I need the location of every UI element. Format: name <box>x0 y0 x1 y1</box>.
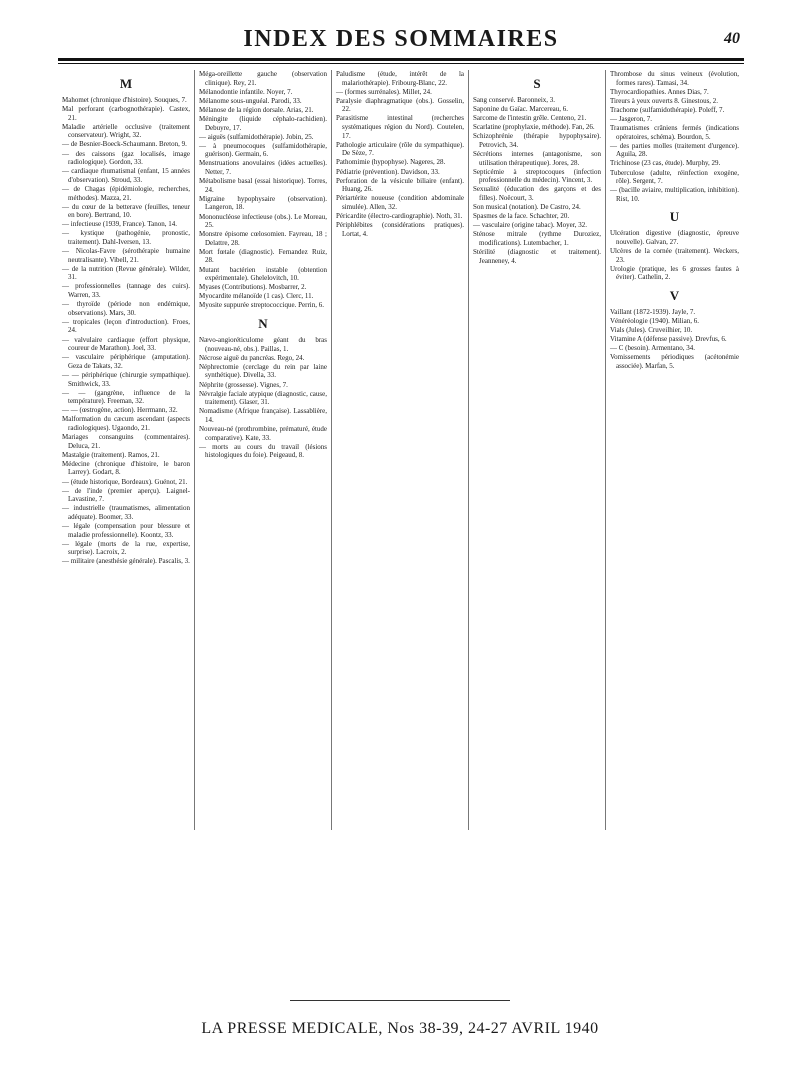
header-rule <box>58 58 744 61</box>
index-column <box>58 70 195 830</box>
index-entry: — du cœur de la betterave (feuilles, teneur en bore). Bertrand, 10. <box>62 202 190 220</box>
index-entry: — (bacille aviaire, multiplication, inhibition). Rist, 10. <box>610 186 739 203</box>
section-letter: N <box>258 316 268 332</box>
index-entry: — de la nutrition (Revue générale). Wilder, 31. <box>62 264 190 282</box>
index-entry: Sécrétions internes (antagonisme, son utilisation thérapeutique). Jores, 28. <box>473 150 601 167</box>
index-entry: Pathomimie (hypophyse). Nageres, 28. <box>336 158 446 167</box>
index-entry: Myosite suppurée streptococcique. Perrin, 6. <box>199 301 324 310</box>
index-entry: Vitamine A (défense passive). Drevfus, 6. <box>610 335 727 344</box>
index-column <box>469 70 606 830</box>
page-number: 40 <box>724 30 740 47</box>
index-entry: Ulcères de la cornée (traitement). Weckers, 23. <box>610 247 739 264</box>
index-entry: — valvulaire cardiaque (effort physique, coureur de Marathon). Joel, 33. <box>62 335 190 353</box>
index-entry: Spasmes de la face. Schachter, 20. <box>473 212 570 221</box>
index-entry: — militaire (anesthésie générale). Pascalis, 3. <box>62 557 190 566</box>
index-entry: — (formes surrénales). Millet, 24. <box>336 87 432 96</box>
index-entry: Paludisme (étude, intérêt de la malariothérapie). Fribourg-Blanc, 22. <box>336 70 464 87</box>
index-entry: Vials (Jules). Cruveilhier, 10. <box>610 326 693 335</box>
section-letter: U <box>669 209 680 225</box>
page-title: INDEX DES SOMMAIRES <box>243 26 559 52</box>
index-entry: Mal perforant (carbognothérapie). Castex, 21. <box>62 105 190 122</box>
index-entry: Mélanose de la région dorsale. Arias, 21. <box>199 105 314 114</box>
index-entry: Sténose mitrale (rythme Duroziez, modifications). Lutembacher, 1. <box>473 230 601 247</box>
index-entry: — de Besnier-Boeck-Schaumann. Breton, 9. <box>62 140 187 149</box>
index-entry: — kystique (pathogénie, pronostic, traitement). Dahl-Iversen, 13. <box>62 229 190 246</box>
index-entry: Trachome (sulfamidothérapie). Poleff, 7. <box>610 105 725 114</box>
index-entry: Tireurs à yeux ouverts 8. Ginestous, 2. <box>610 96 719 105</box>
index-entry: Septicémie à streptocoques (infection professionnelle du médecin). Vincent, 3. <box>473 167 601 185</box>
index-entry: Métabolisme basal (essai historique). Torres, 24. <box>199 177 327 194</box>
index-entry: — Nicolas-Favre (sérothérapie humaine neutralisante). Vibell, 21. <box>62 247 190 264</box>
index-entry: Myases (Contributions). Mosbarrer, 2. <box>199 283 307 292</box>
index-entry: Myocardite mélanoïde (1 cas). Clerc, 11. <box>199 292 314 301</box>
index-entry: — tropicales (leçon d'introduction). Froes, 24. <box>62 317 190 335</box>
index-entry: Scarlatine (prophylaxie, méthode). Fan, 26. <box>473 123 595 132</box>
index-entry: Méningite (liquide céphalo-rachidien). Debuyre, 17. <box>199 114 327 132</box>
index-entry: — cardiaque rhumatismal (enfant, 15 années d'observation). Stroud, 33. <box>62 167 190 184</box>
index-entry: — vasculaire (origine tabac). Moyer, 32. <box>473 221 588 230</box>
index-entry: Paralysie diaphragmatique (obs.). Gosselin, 22. <box>336 96 464 114</box>
index-entry: Vomissements périodiques (acétonémie associée). Marfan, 5. <box>610 353 739 371</box>
index-entry: — de l'inde (premier aperçu). Laignel-Lavastine, 7. <box>62 486 190 504</box>
index-entry: — à pneumocoques (sulfamidothérapie, guérison). Germain, 6. <box>199 141 327 159</box>
index-entry: Vaillant (1872-1939). Jayle, 7. <box>610 307 696 316</box>
index-entry: Migraine hypophysaire (observation). Langeron, 18. <box>199 194 327 212</box>
index-entry: — — (œstrogène, action). Herrmann, 32. <box>62 406 178 415</box>
index-columns <box>58 70 744 830</box>
index-entry: — des caissons (gaz localisés, image radiologique). Gordon, 33. <box>62 149 190 167</box>
footer-rule <box>290 1000 510 1001</box>
index-entry: — — (gangrène, influence de la température). Freeman, 32. <box>62 388 190 406</box>
index-entry: Nomadisme (Afrique française). Lassablière, 14. <box>199 407 327 424</box>
index-entry: Malformation du cæcum ascendant (aspects radiologiques). Ugaondo, 21. <box>62 415 190 432</box>
index-entry: Thrombose du sinus veineux (évolution, formes rares). Tamasi, 34. <box>610 70 739 87</box>
index-entry: Saponine du Gaïac. Marcereau, 6. <box>473 105 569 114</box>
index-entry: Pédiatrie (prévention). Davidson, 33. <box>336 167 440 176</box>
index-entry: Pathologie articulaire (rôle du sympathique). De Sèze, 7. <box>336 140 464 158</box>
index-column <box>332 70 469 830</box>
index-entry: — aiguës (sulfamidothérapie). Jobin, 25. <box>199 132 314 141</box>
index-entry: Néphrite (grossesse). Vignes, 7. <box>199 380 288 389</box>
index-entry: — C (besoin). Armentano, 34. <box>610 344 695 353</box>
index-entry: Périartérite noueuse (condition abdominale simulée). Allen, 32. <box>336 194 464 211</box>
section-letter: M <box>119 76 133 91</box>
index-entry: Maladie artérielle occlusive (traitement conservateur). Wright, 32. <box>62 122 190 140</box>
index-entry: — (étude historique, Bordeaux). Guénot, 21. <box>62 477 188 486</box>
index-entry: Son musical (notation). De Castro, 24. <box>473 203 581 212</box>
index-entry: Méga-oreillette gauche (observation clinique). Rey, 21. <box>199 70 327 87</box>
index-entry: — des parties molles (traitement d'urgence). Aguila, 28. <box>610 141 739 159</box>
index-entry: Névralgie faciale atypique (diagnostic, cause, traitement). Glaser, 31. <box>199 389 327 407</box>
index-entry: Périphlébites (considérations pratiques). Lortat, 4. <box>336 221 464 238</box>
index-entry: Nævo-angioréticulome géant du bras (nouveau-né, obs.). Paillas, 1. <box>199 336 327 353</box>
index-entry: Thyrocardiopathies. Annes Dias, 7. <box>610 87 709 96</box>
index-entry: Mort fœtale (diagnostic). Fernandez Ruiz, 28. <box>199 247 327 265</box>
index-entry: — légale (compensation pour blessure et maladie professionnelle). Koontz, 33. <box>62 522 190 539</box>
index-entry: Sexualité (éducation des garçons et des filles). Noëcourt, 3. <box>473 185 601 203</box>
index-entry: Mélanome sous-unguéal. Parodi, 33. <box>199 96 302 105</box>
index-entry: Menstruations anovulaires (idées actuelles). Netter, 7. <box>199 159 327 177</box>
index-entry: Mastalgie (traitement). Ramos, 21. <box>62 450 160 459</box>
index-entry: — infectieuse (1939, France). Tanon, 14. <box>62 220 178 229</box>
index-entry: — professionnelles (tannage des cuirs). Warren, 33. <box>62 282 190 300</box>
index-entry: Parasitisme intestinal (recherches systématiques région du Nord). Coutelen, 17. <box>336 114 464 140</box>
index-entry: Monstre épisome cœlosomien. Fayreau, 18 ; Delattre, 28. <box>199 230 327 247</box>
index-entry: Perforation de la vésicule biliaire (enfant). Huang, 26. <box>336 176 464 194</box>
section-letter: V <box>669 287 680 303</box>
index-entry: Mahomet (chronique d'histoire). Souques, 7. <box>62 96 187 104</box>
index-entry: Médecine (chronique d'histoire, le baron Larrey). Godart, 8. <box>62 459 190 477</box>
index-entry: Mélanodontie infantile. Noyer, 7. <box>199 87 293 96</box>
index-entry: — vasculaire périphérique (amputation). Geza de Takats, 32. <box>62 353 190 370</box>
index-entry: Sang conservé. Baronneix, 3. <box>473 96 556 104</box>
index-entry: Mononucléose infectieuse (obs.). Le Moreau, 25. <box>199 212 327 230</box>
index-entry: — de Chagas (épidémiologie, recherches, méthodes). Mazza, 21. <box>62 184 190 202</box>
index-entry: Nécrose aiguë du pancréas. Rego, 24. <box>199 353 305 362</box>
index-entry: Sarcome de l'intestin grêle. Centeno, 21. <box>473 114 587 123</box>
index-entry: — — périphérique (chirurgie sympathique). Smithwick, 33. <box>62 370 190 388</box>
index-entry: — industrielle (traumatismes, alimentation adéquate). Boomer, 33. <box>62 504 190 521</box>
index-entry: — thyroïde (période non endémique, observations). Mars, 30. <box>62 300 190 317</box>
index-entry: Mutant bactérien instable (obtention expérimentale). Ghelelovitch, 10. <box>199 265 327 283</box>
section-letter: S <box>533 76 541 91</box>
index-entry: Néphrectomie (cerclage du rein par laine synthétique). Divella, 33. <box>199 362 327 380</box>
index-entry: Stérilité (diagnostic et traitement). Jeanneney, 4. <box>473 248 601 265</box>
index-entry: Tuberculose (adulte, réinfection exogène, rôle). Sergent, 7. <box>610 168 739 186</box>
index-entry: Péricardite (électro-cardiographie). Noth, 31. <box>336 212 463 220</box>
index-entry: Ulcération digestive (diagnostic, épreuve nouvelle). Galvan, 27. <box>610 229 739 246</box>
header-rule-thin <box>58 63 744 64</box>
index-entry: Nouveau-né (prothrombine, prématuré, étude comparative). Kate, 33. <box>199 424 327 442</box>
index-column <box>195 70 332 830</box>
index-entry: Trichinose (23 cas, étude). Murphy, 29. <box>610 159 721 168</box>
footer-publication-line: LA PRESSE MEDICALE, Nos 38-39, 24-27 AVRIL 1940 <box>201 1020 599 1037</box>
index-entry: Traumatismes crâniens fermés (indications opératoires, schéma). Bourdon, 5. <box>610 124 739 141</box>
index-entry: Urologie (pratique, les 6 grosses fautes à éviter). Cathelin, 2. <box>610 264 739 282</box>
index-entry: — Jasgeron, 7. <box>610 114 652 123</box>
page-header <box>58 26 744 54</box>
index-entry: — morts au cours du travail (lésions histologiques du foie). Peigeaud, 8. <box>199 442 327 460</box>
index-column <box>606 70 743 830</box>
index-entry: Vénéréologie (1940). Milian, 6. <box>610 317 700 326</box>
index-entry: Schizophrénie (thérapie hypophysaire). Petrovich, 34. <box>473 132 601 149</box>
index-entry: Mariages consanguins (commentaires). Deluca, 21. <box>62 433 190 450</box>
index-entry: — légale (morts de la rue, expertise, surprise). Lacroix, 2. <box>62 539 190 557</box>
